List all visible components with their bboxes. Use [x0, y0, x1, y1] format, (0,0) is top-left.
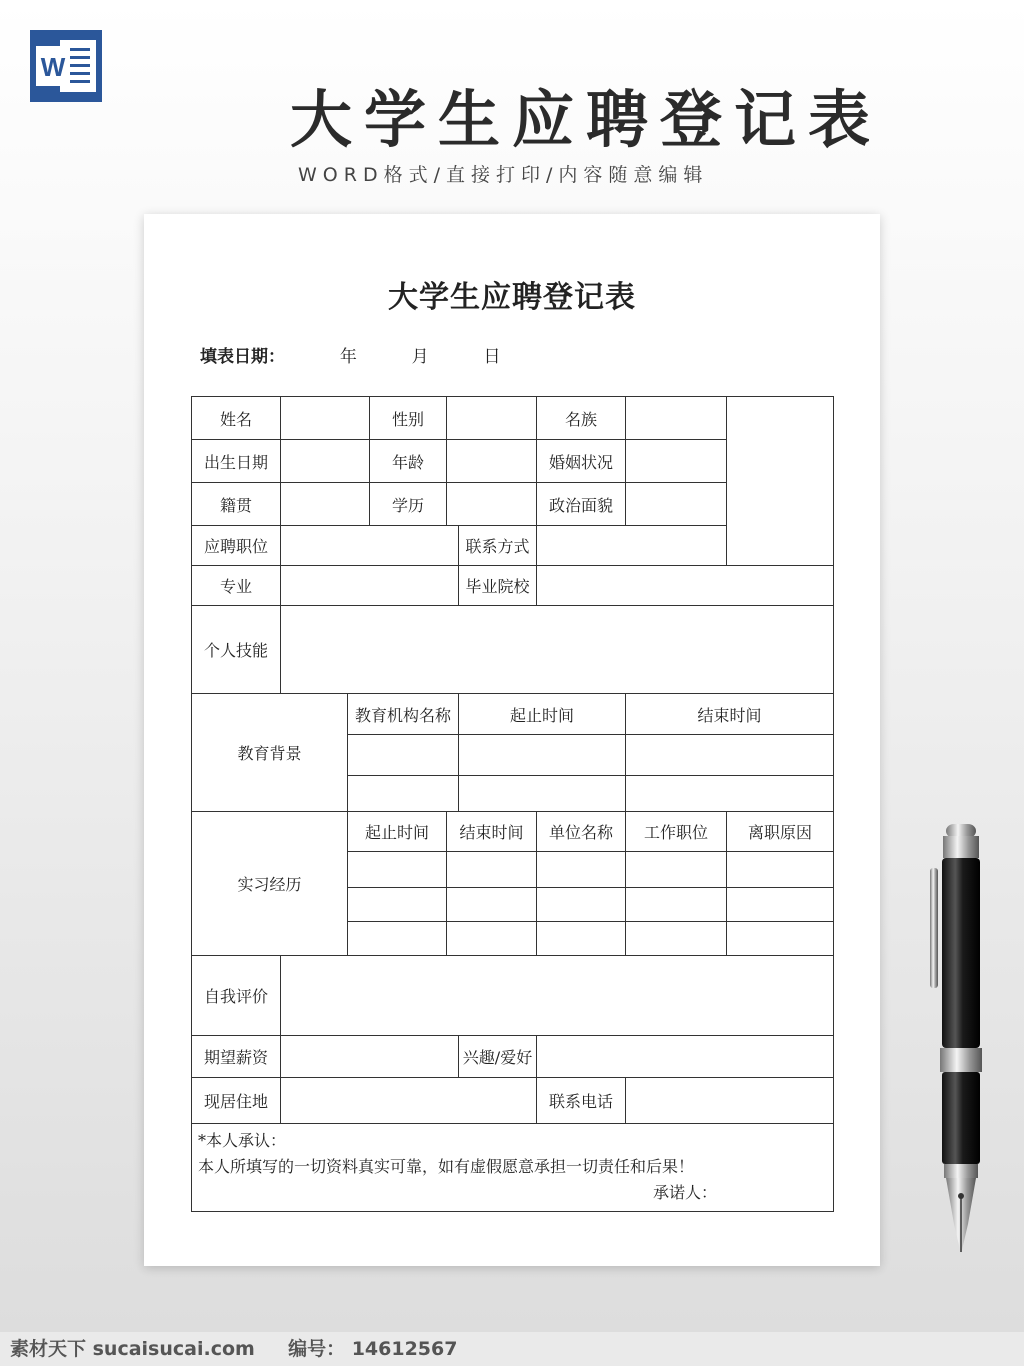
application-form-table [191, 396, 834, 1212]
field-intern-company[interactable] [537, 888, 626, 922]
header-edu-start: 起止时间 [459, 694, 626, 735]
document-page [144, 214, 880, 1266]
field-intern-position[interactable] [626, 922, 727, 956]
field-name[interactable] [281, 397, 370, 440]
field-ethnicity[interactable] [626, 397, 727, 440]
label-internship: 实习经历 [192, 812, 348, 956]
label-school: 毕业院校 [459, 566, 537, 606]
pledge-title: *本人承认： [198, 1131, 287, 1150]
field-phone[interactable] [626, 1078, 834, 1124]
field-edu-institution[interactable] [348, 776, 459, 812]
field-intern-start[interactable] [348, 922, 447, 956]
field-address[interactable] [281, 1078, 537, 1124]
label-birth-date: 出生日期 [192, 440, 281, 483]
watermark-bar [0, 1332, 1024, 1366]
field-intern-start[interactable] [348, 852, 447, 888]
header-intern-leave-reason: 离职原因 [727, 812, 834, 852]
date-day-label: 日 [483, 347, 501, 367]
watermark-id-label: 编号： [288, 1338, 346, 1360]
date-month-label: 月 [411, 347, 429, 367]
label-contact: 联系方式 [459, 526, 537, 566]
field-intern-company[interactable] [537, 922, 626, 956]
field-self-eval[interactable] [281, 956, 834, 1036]
field-intern-company[interactable] [537, 852, 626, 888]
field-skills[interactable] [281, 606, 834, 694]
header-intern-start: 起止时间 [348, 812, 447, 852]
fill-date-label: 填表日期： [200, 347, 285, 367]
fountain-pen-icon [918, 824, 988, 1256]
header-intern-company: 单位名称 [537, 812, 626, 852]
word-icon-letter: W [40, 52, 66, 82]
label-education-level: 学历 [370, 483, 447, 526]
label-phone: 联系电话 [537, 1078, 626, 1124]
label-ethnicity: 名族 [537, 397, 626, 440]
label-gender: 性别 [370, 397, 447, 440]
label-native-place: 籍贯 [192, 483, 281, 526]
field-political[interactable] [626, 483, 727, 526]
fill-date-row [200, 342, 500, 367]
field-edu-end[interactable] [626, 776, 834, 812]
label-marital: 婚姻状况 [537, 440, 626, 483]
header-intern-end: 结束时间 [447, 812, 537, 852]
pledge-section [192, 1124, 834, 1212]
label-salary: 期望薪资 [192, 1036, 281, 1078]
field-education-level[interactable] [447, 483, 537, 526]
label-self-eval: 自我评价 [192, 956, 281, 1036]
field-school[interactable] [537, 566, 834, 606]
field-intern-position[interactable] [626, 852, 727, 888]
signer-label: 承诺人： [652, 1183, 717, 1202]
field-intern-end[interactable] [447, 922, 537, 956]
field-intern-end[interactable] [447, 888, 537, 922]
label-name: 姓名 [192, 397, 281, 440]
label-position: 应聘职位 [192, 526, 281, 566]
field-marital[interactable] [626, 440, 727, 483]
field-intern-end[interactable] [447, 852, 537, 888]
field-birth-date[interactable] [281, 440, 370, 483]
field-intern-leave-reason[interactable] [727, 922, 834, 956]
label-political: 政治面貌 [537, 483, 626, 526]
field-edu-start[interactable] [459, 735, 626, 776]
watermark-site: 素材天下 sucaisucai.com [10, 1338, 255, 1360]
field-edu-end[interactable] [626, 735, 834, 776]
field-intern-position[interactable] [626, 888, 727, 922]
label-edu-background: 教育背景 [192, 694, 348, 812]
field-contact[interactable] [537, 526, 727, 566]
field-age[interactable] [447, 440, 537, 483]
field-edu-start[interactable] [459, 776, 626, 812]
label-skills: 个人技能 [192, 606, 281, 694]
watermark-id-value: 14612567 [351, 1338, 458, 1360]
label-major: 专业 [192, 566, 281, 606]
field-major[interactable] [281, 566, 459, 606]
field-gender[interactable] [447, 397, 537, 440]
date-year-label: 年 [339, 347, 357, 367]
header-intern-position: 工作职位 [626, 812, 727, 852]
field-hobby[interactable] [537, 1036, 834, 1078]
header-edu-end: 结束时间 [626, 694, 834, 735]
field-intern-leave-reason[interactable] [727, 852, 834, 888]
field-intern-leave-reason[interactable] [727, 888, 834, 922]
document-title: 大学生应聘登记表 [388, 280, 636, 315]
header-edu-institution: 教育机构名称 [348, 694, 459, 735]
label-age: 年龄 [370, 440, 447, 483]
field-position[interactable] [281, 526, 459, 566]
hero-subtitle: WORD格式/直接打印/内容随意编辑 [298, 164, 709, 186]
label-hobby: 兴趣/爱好 [459, 1036, 537, 1078]
photo-box[interactable] [727, 397, 834, 566]
field-native-place[interactable] [281, 483, 370, 526]
hero-title: 大学生应聘登记表 [290, 83, 883, 156]
field-intern-start[interactable] [348, 888, 447, 922]
label-address: 现居住地 [192, 1078, 281, 1124]
field-edu-institution[interactable] [348, 735, 459, 776]
pledge-text: 本人所填写的一切资料真实可靠，如有虚假愿意承担一切责任和后果！ [198, 1157, 695, 1176]
word-document-icon [30, 30, 102, 102]
field-salary[interactable] [281, 1036, 459, 1078]
